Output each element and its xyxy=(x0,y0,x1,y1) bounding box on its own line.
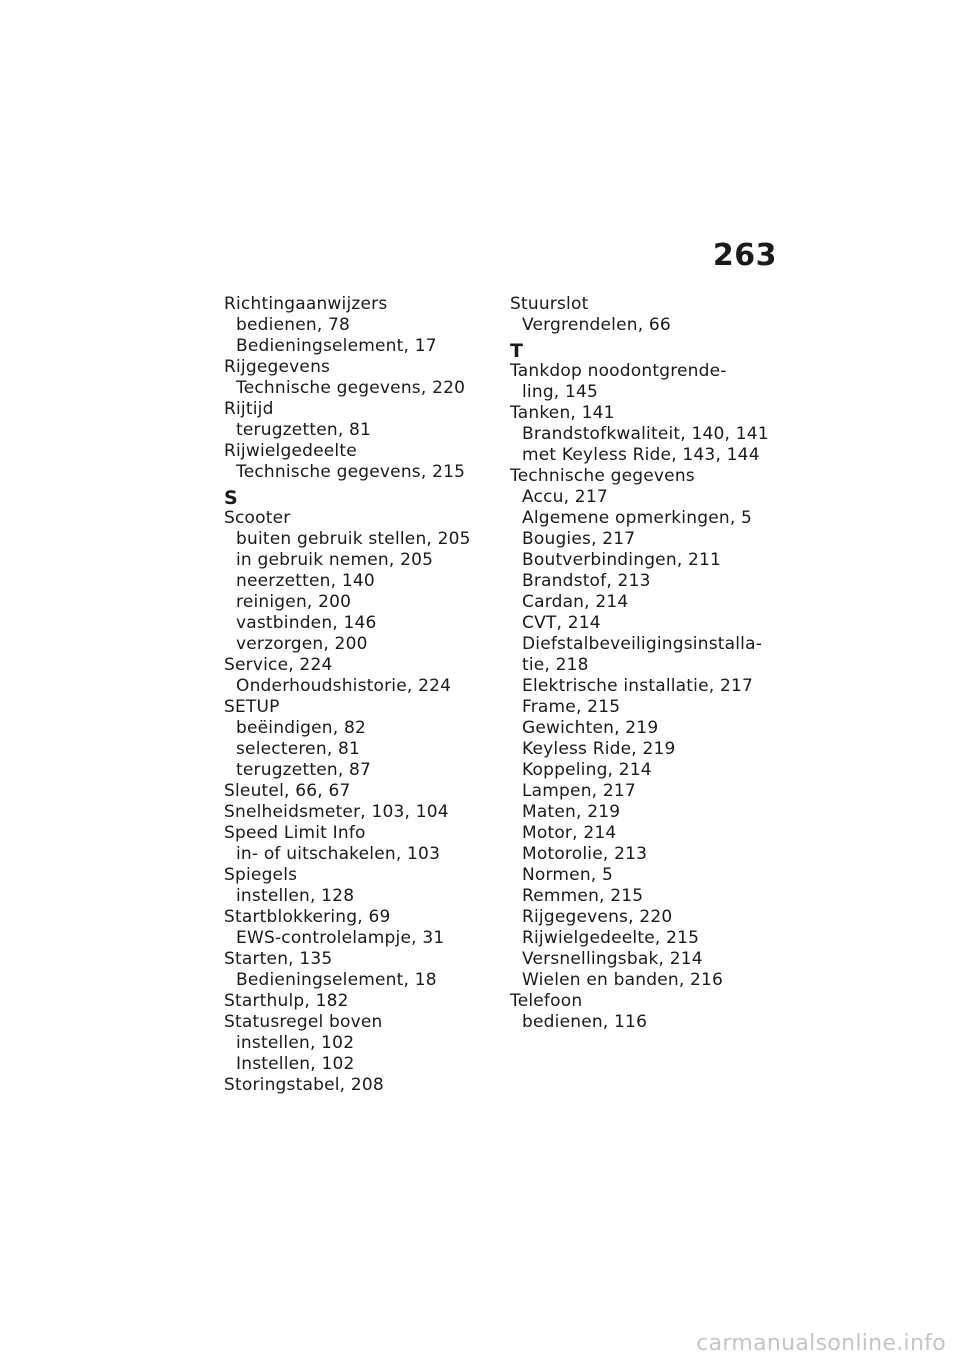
index-subentry: Elektrische installatie, 217 xyxy=(522,676,753,696)
index-subentry: terugzetten, 87 xyxy=(236,760,372,780)
index-subentry: Remmen, 215 xyxy=(522,886,644,906)
index-subentry: Bougies, 217 xyxy=(522,529,636,549)
index-subentry: Maten, 219 xyxy=(522,802,621,822)
index-entry: Rijgegevens xyxy=(224,357,331,377)
index-subentry: met Keyless Ride, 143, 144 xyxy=(522,445,760,465)
index-subentry: Diefstalbeveiligingsinstalla- xyxy=(522,634,763,654)
index-entry: Tankdop noodontgrende- xyxy=(510,361,727,381)
index-subentry: Koppeling, 214 xyxy=(522,760,652,780)
index-entry: Statusregel boven xyxy=(224,1012,383,1032)
index-entry: Storingstabel, 208 xyxy=(224,1075,384,1095)
index-subentry: Boutverbindingen, 211 xyxy=(522,550,722,570)
index-entry: Starthulp, 182 xyxy=(224,991,349,1011)
index-column-left xyxy=(224,294,494,1096)
index-entry: Startblokkering, 69 xyxy=(224,907,391,927)
index-subentry: beëindigen, 82 xyxy=(236,718,366,738)
index-subentry: Normen, 5 xyxy=(522,865,614,885)
index-entry: Richtingaanwijzers xyxy=(224,294,388,314)
index-subentry: tie, 218 xyxy=(522,655,589,675)
index-subentry: Instellen, 102 xyxy=(236,1054,355,1074)
index-subentry: bedienen, 116 xyxy=(522,1012,648,1032)
index-entry: Tanken, 141 xyxy=(510,403,615,423)
index-entry: SETUP xyxy=(224,697,280,717)
index-subentry: Vergrendelen, 66 xyxy=(522,315,671,335)
index-subentry: Frame, 215 xyxy=(522,697,621,717)
index-subentry: ling, 145 xyxy=(522,382,599,402)
index-subentry: Cardan, 214 xyxy=(522,592,629,612)
index-entry: Rijwielgedeelte xyxy=(224,441,357,461)
index-subentry: buiten gebruik stellen, 205 xyxy=(236,529,471,549)
index-entry: Starten, 135 xyxy=(224,949,333,969)
index-subentry: CVT, 214 xyxy=(522,613,601,633)
index-column-right xyxy=(510,294,790,1033)
index-subentry: Bedieningselement, 18 xyxy=(236,970,437,990)
index-entry: Telefoon xyxy=(510,991,583,1011)
index-subentry: Technische gegevens, 215 xyxy=(236,462,466,482)
index-subentry: Algemene opmerkingen, 5 xyxy=(522,508,753,528)
index-entry: Service, 224 xyxy=(224,655,333,675)
index-subentry: EWS-controlelampje, 31 xyxy=(236,928,445,948)
index-subentry: instellen, 102 xyxy=(236,1033,355,1053)
index-subentry: neerzetten, 140 xyxy=(236,571,375,591)
index-entry: Speed Limit Info xyxy=(224,823,366,843)
index-subentry: Keyless Ride, 219 xyxy=(522,739,676,759)
index-subentry: selecteren, 81 xyxy=(236,739,361,759)
index-subentry: bedienen, 78 xyxy=(236,315,351,335)
index-entry: Snelheidsmeter, 103, 104 xyxy=(224,802,449,822)
index-subentry: Technische gegevens, 220 xyxy=(236,378,466,398)
index-letter-heading: S xyxy=(224,487,238,509)
index-entry: Scooter xyxy=(224,508,291,528)
index-subentry: Bedieningselement, 17 xyxy=(236,336,437,356)
index-subentry: terugzetten, 81 xyxy=(236,420,372,440)
index-subentry: Motor, 214 xyxy=(522,823,617,843)
page-number: 263 xyxy=(712,238,777,273)
index-subentry: vastbinden, 146 xyxy=(236,613,377,633)
index-entry: Sleutel, 66, 67 xyxy=(224,781,351,801)
index-letter-heading: T xyxy=(510,340,524,362)
index-subentry: Accu, 217 xyxy=(522,487,608,507)
index-entry: Spiegels xyxy=(224,865,298,885)
watermark: carmanualsonline.info xyxy=(696,1331,946,1356)
index-subentry: Motorolie, 213 xyxy=(522,844,648,864)
index-subentry: in- of uitschakelen, 103 xyxy=(236,844,441,864)
index-subentry: Rijwielgedeelte, 215 xyxy=(522,928,700,948)
index-subentry: in gebruik nemen, 205 xyxy=(236,550,434,570)
index-subentry: Gewichten, 219 xyxy=(522,718,659,738)
index-subentry: Wielen en banden, 216 xyxy=(522,970,724,990)
index-subentry: verzorgen, 200 xyxy=(236,634,368,654)
index-subentry: Brandstof, 213 xyxy=(522,571,651,591)
index-subentry: Lampen, 217 xyxy=(522,781,636,801)
index-entry: Stuurslot xyxy=(510,294,589,314)
index-entry: Rijtijd xyxy=(224,399,274,419)
index-subentry: Onderhoudshistorie, 224 xyxy=(236,676,452,696)
index-subentry: instellen, 128 xyxy=(236,886,355,906)
index-subentry: Versnellingsbak, 214 xyxy=(522,949,703,969)
index-subentry: Rijgegevens, 220 xyxy=(522,907,673,927)
index-entry: Technische gegevens xyxy=(510,466,695,486)
index-subentry: Brandstofkwaliteit, 140, 141 xyxy=(522,424,769,444)
index-subentry: reinigen, 200 xyxy=(236,592,352,612)
